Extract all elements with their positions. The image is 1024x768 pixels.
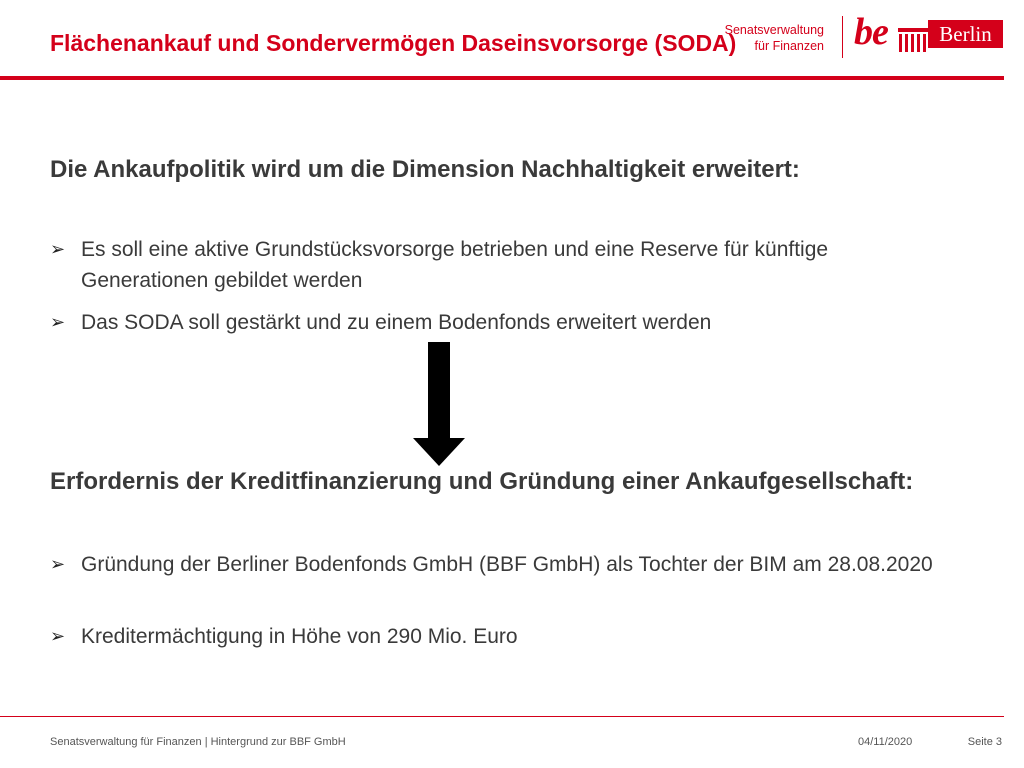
arrowhead-bullet-icon: ➢ xyxy=(50,554,66,574)
berlin-logo-box: Berlin xyxy=(928,20,1003,48)
footer-date: 04/11/2020 xyxy=(858,736,913,748)
logo-divider xyxy=(842,16,843,58)
header-divider xyxy=(0,76,1004,80)
be-berlin-logo-be: be xyxy=(854,11,888,53)
list-item xyxy=(50,307,950,338)
down-arrow-icon xyxy=(413,342,465,466)
list-item xyxy=(50,234,950,296)
footer-divider xyxy=(0,716,1004,717)
footer-source: Senatsverwaltung für Finanzen | Hintergrund zur BBF GmbH xyxy=(50,736,346,748)
slide-title: Flächenankauf und Sondervermögen Daseinsvorsorge (SODA) xyxy=(50,30,737,56)
list-item xyxy=(50,621,950,652)
bullet-text: Es soll eine aktive Grundstücksvorsorge betrieben und eine Reserve für künftige Generationen gebildet werden xyxy=(81,238,829,292)
brandenburg-gate-icon xyxy=(898,28,928,54)
department-name-line2: für Finanzen xyxy=(754,39,824,53)
bullet-text: Gründung der Berliner Bodenfonds GmbH (BBF GmbH) als Tochter der BIM am 28.08.2020 xyxy=(81,553,933,576)
senate-finance-logo xyxy=(724,11,1010,62)
bullet-text: Kreditermächtigung in Höhe von 290 Mio. Euro xyxy=(81,625,518,648)
page-number: Seite 3 xyxy=(967,736,1002,748)
section-heading-sustainability: Die Ankaufpolitik wird um die Dimension Nachhaltigkeit erweitert: xyxy=(50,156,800,183)
arrowhead-bullet-icon: ➢ xyxy=(50,312,66,332)
bullet-text: Das SODA soll gestärkt und zu einem Bodenfonds erweitert werden xyxy=(81,311,712,334)
section-heading-credit-financing: Erfordernis der Kreditfinanzierung und Gründung einer Ankaufgesellschaft: xyxy=(50,468,914,495)
arrowhead-bullet-icon: ➢ xyxy=(50,239,66,259)
arrowhead-bullet-icon: ➢ xyxy=(50,626,66,646)
department-name-line1: Senatsverwaltung xyxy=(724,23,824,37)
list-item xyxy=(50,549,950,580)
